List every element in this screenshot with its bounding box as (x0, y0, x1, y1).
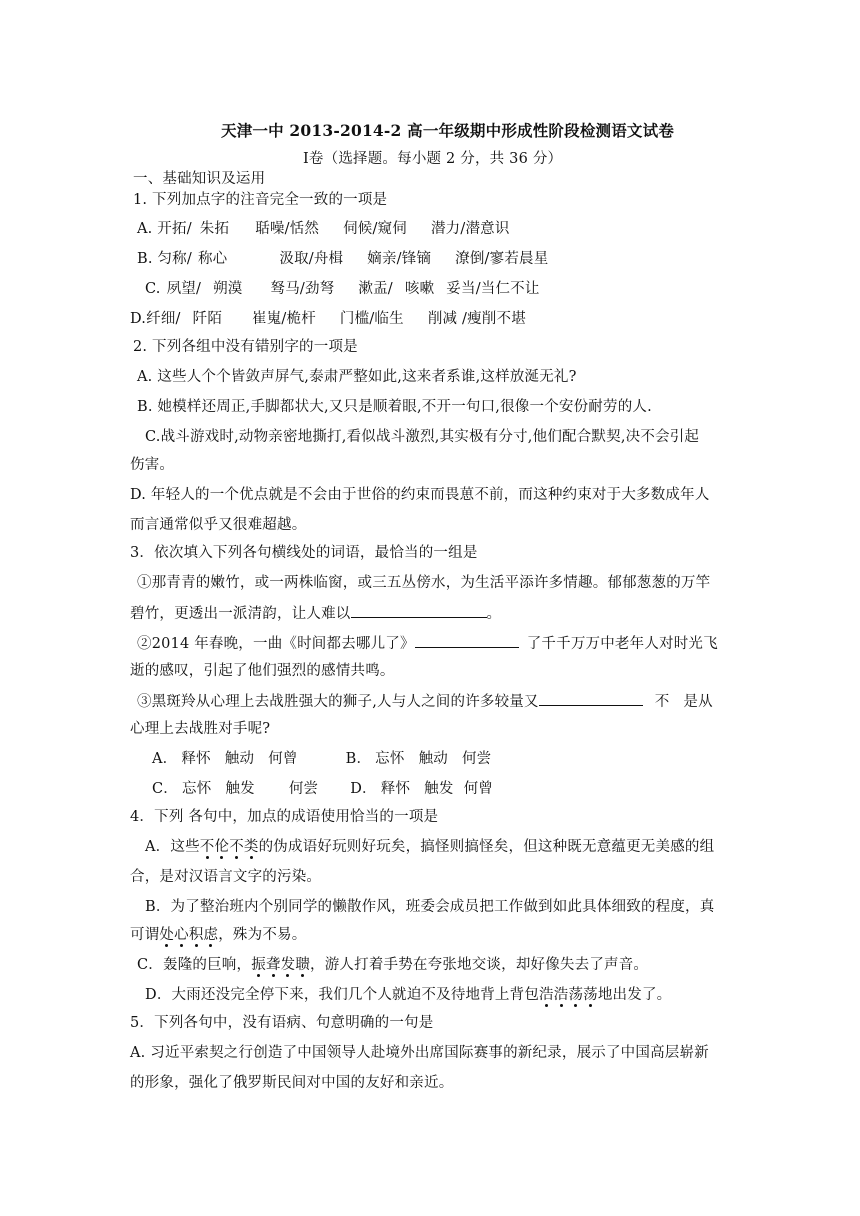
emphasis-dot-char: 类 (243, 839, 259, 855)
part-heading: 一、基础知识及运用 (133, 171, 266, 187)
emphasis-dot-char: 积 (188, 927, 204, 943)
q4-option-a-line2: 合，是对汉语言文字的污染。 (130, 869, 322, 885)
q2-stem: 2. 下列各组中没有错别字的一项是 (133, 339, 358, 355)
q3-item3-line2: 心理上去战胜对手呢? (130, 721, 271, 737)
q2-option-a: A. 这些人个个皆敛声屏气,泰肃严整如此,这来者系谁,这样放涎无礼? (137, 369, 577, 385)
q1-option-c: C. 夙望/ 朔漠 驽马/劲弩 漱盂/ 咳嗽 妥当/当仁不让 (145, 281, 540, 297)
q4-option-a-line1: A．这些不伦不类的伪成语好玩则好玩矣，搞怪则搞怪矣，但这种既无意蕴更无美感的组 (145, 839, 715, 855)
q2-option-c-line1: C.战斗游戏时,动物亲密地撕打,看似战斗激烈,其实极有分寸,他们配合默契,决不会引起 (145, 429, 700, 445)
emphasis-dot-char: 处 (159, 927, 175, 943)
q5-stem: 5．下列各句中，没有语病、句意明确的一句是 (130, 1015, 434, 1031)
emphasis-dot-char: 心 (174, 927, 189, 943)
q2-option-b: B. 她模样还周正,手脚都状大,又只是顺着眼,不开一句口,很像一个安份耐劳的人. (137, 399, 652, 415)
q3-options-ab: A． 释怀 触动 何曾 B． 忘怀 触动 何尝 (152, 751, 492, 767)
q3-stem: 3．依次填入下列各句横线处的词语，最恰当的一组是 (130, 545, 478, 561)
q5-option-a-line1: A. 习近平索契之行创造了中国领导人赴境外出席国际赛事的新纪录，展示了中国高层崭新 (130, 1045, 709, 1061)
q4-stem: 4．下列 各句中，加点的成语使用恰当的一项是 (130, 809, 439, 825)
q2-option-c-line2: 伤害。 (130, 457, 175, 473)
q4-option-c: C．轰隆的巨响，振聋发聩，游人打着手势在夸张地交谈，却好像失去了声音。 (137, 957, 649, 973)
emphasis-dot-char: 荡 (568, 987, 584, 1003)
q3-item1-line2: 碧竹，更透出一派清韵，让人难以 。 (130, 603, 501, 624)
q3-item2-line2: 逝的感叹，引起了他们强烈的感情共鸣。 (130, 663, 395, 679)
emphasis-dot-char: 浩 (553, 987, 569, 1003)
emphasis-dot-char: 荡 (583, 987, 598, 1003)
q4-option-b-line2: 可谓处心积虑，殊为不易。 (130, 927, 307, 943)
emphasis-dot-char: 伦 (214, 839, 230, 855)
q4-option-b-line1: B．为了整治班内个别同学的懒散作风，班委会成员把工作做到如此具体细致的程度，真 (145, 899, 715, 915)
q2-option-d-line2: 而言通常似乎又很难超越。 (130, 517, 307, 533)
section-header: Ⅰ卷（选择题。每小题 2 分，共 36 分） (303, 151, 563, 167)
emphasis-dot-char: 发 (280, 957, 296, 973)
emphasis-dot-char: 浩 (539, 987, 554, 1003)
q1-option-d: D.纤细/ 阡陌 崔嵬/桅杆 门槛/临生 削减 /瘦削不堪 (130, 311, 526, 327)
q1-option-a: A. 开拓/ 朱拓 聒噪/恬然 伺候/窥伺 潜力/潜意识 (137, 221, 510, 237)
emphasis-dot-char: 不 (199, 839, 215, 855)
q3-item2-line1: ②2014 年春晚，一曲《时间都去哪儿了》 了千千万万中老年人对时光飞 (137, 633, 718, 654)
q3-item1-line1: ①那青青的嫩竹，或一两株临窗，或三五丛傍水，为生活平添许多情趣。郁郁葱葱的万竿 (137, 575, 711, 591)
q3-item3-line1: ③黑斑羚从心理上去战胜强大的狮子,人与人之间的许多较量又 不 是从 (137, 691, 713, 712)
emphasis-dot-char: 振 (251, 957, 266, 973)
emphasis-dot-char: 聋 (265, 957, 281, 973)
q5-option-a-line2: 的形象，强化了俄罗斯民间对中国的友好和亲近。 (130, 1075, 454, 1091)
exam-title: 天津一中 2013-2014-2 高一年级期中形成性阶段检测语文试卷 (221, 121, 675, 140)
q3-options-cd: C． 忘怀 触发 何尝 D． 释怀 触发 何曾 (152, 781, 493, 797)
q4-option-d: D．大雨还没完全停下来，我们几个人就迫不及待地背上背包浩浩荡荡地出发了。 (145, 987, 672, 1003)
emphasis-dot-char: 虑 (203, 927, 219, 943)
emphasis-dot-char: 聩 (295, 957, 311, 973)
q2-option-d-line1: D. 年轻人的一个优点就是不会由于世俗的约束而畏葸不前，而这种约束对于大多数成年人 (130, 487, 710, 503)
q1-option-b: B. 匀称/ 称心 汲取/舟楫 嫡亲/锋镝 潦倒/寥若晨星 (137, 251, 549, 267)
q1-stem: 1. 下列加点字的注音完全一致的一项是 (133, 192, 388, 208)
emphasis-dot-char: 不 (229, 839, 244, 855)
